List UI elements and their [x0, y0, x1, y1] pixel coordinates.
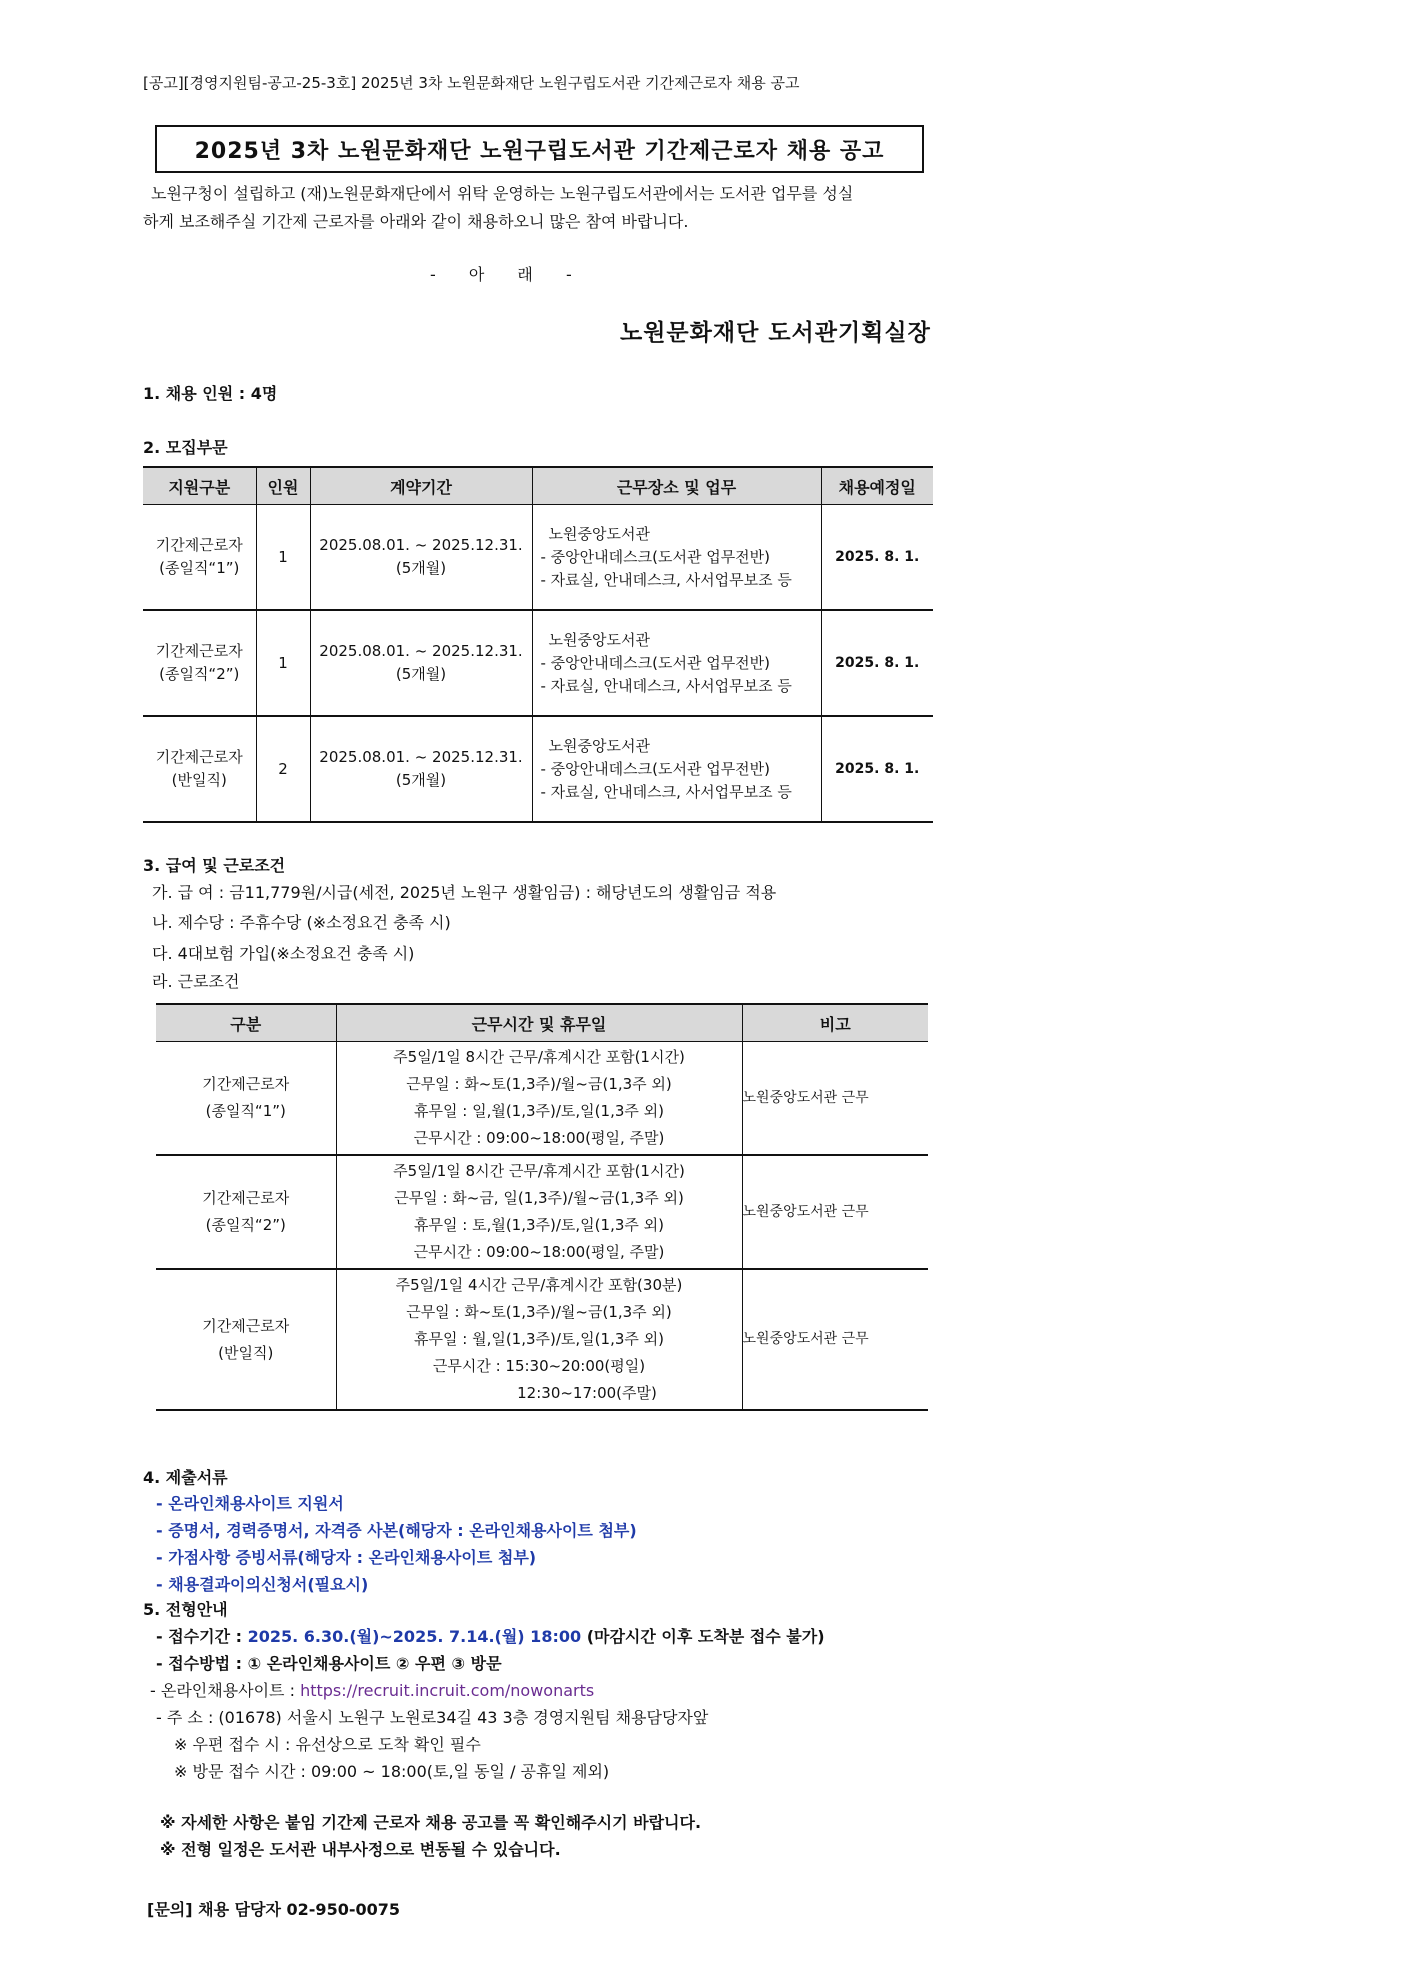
- document-item: - 가점사항 증빙서류(해당자 : 온라인채용사이트 첨부): [156, 1548, 537, 1567]
- header-line: [공고][경영지원팀-공고-25-3호] 2025년 3차 노원문화재단 노원구립도서관 기간제근로자 채용 공고: [143, 74, 800, 92]
- table-header: 비고: [742, 1004, 928, 1042]
- note-cell: 노원중앙도서관 근무: [742, 1155, 928, 1269]
- work-cell: 노원중앙도서관 - 중앙안내데스크(도서관 업무전반) - 자료실, 안내데스크, 사서업무보조 등: [532, 505, 821, 611]
- section-5-heading: 5. 전형안내: [143, 1600, 228, 1619]
- application-period: - 접수기간 : 2025. 6.30.(월)~2025. 7.14.(월) 18:00 (마감시간 이후 도착분 접수 불가): [156, 1627, 825, 1646]
- section-1-heading: 1. 채용 인원 : 4명: [143, 384, 278, 403]
- count-cell: 1: [256, 505, 310, 611]
- application-method: - 접수방법 : ① 온라인채용사이트 ② 우편 ③ 방문: [156, 1654, 502, 1673]
- table-header: 계약기간: [310, 467, 532, 505]
- table-row: [156, 1042, 928, 1156]
- date-cell: 2025. 8. 1.: [821, 716, 933, 822]
- mail-note: ※ 우편 접수 시 : 유선상으로 도착 확인 필수: [174, 1735, 481, 1754]
- date-cell: 2025. 8. 1.: [821, 505, 933, 611]
- table-row: [156, 1269, 928, 1410]
- table-row: [143, 716, 933, 822]
- period-cell: 2025.08.01. ~ 2025.12.31. (5개월): [310, 610, 532, 716]
- visit-note: ※ 방문 접수 시간 : 09:00 ~ 18:00(토,일 동일 / 공휴일 제외): [174, 1762, 610, 1781]
- note-cell: 노원중앙도서관 근무: [742, 1269, 928, 1410]
- hours-cell: 주5일/1일 8시간 근무/휴계시간 포함(1시간) 근무일 : 화~토(1,3주)/월~금(1,3주 외) 휴무일 : 일,월(1,3주)/토,일(1,3주 외) 근무시간 : 09:00~18:00(평일, 주말): [336, 1042, 742, 1156]
- intro-line-1: 노원구청이 설립하고 (재)노원문화재단에서 위탁 운영하는 노원구립도서관에서는 도서관 업무를 성실: [151, 184, 854, 203]
- type-cell: 기간제근로자 (종일직“2”): [156, 1155, 336, 1269]
- hours-cell: 주5일/1일 4시간 근무/휴계시간 포함(30분) 근무일 : 화~토(1,3주)/월~금(1,3주 외) 휴무일 : 월,일(1,3주)/토,일(1,3주 외) 근무시간 : 15:30~20:00(평일) 12:30~17:00(주말): [336, 1269, 742, 1410]
- table-header: 인원: [256, 467, 310, 505]
- type-cell: 기간제근로자 (종일직“1”): [156, 1042, 336, 1156]
- type-cell: 기간제근로자 (종일직“1”): [143, 505, 256, 611]
- footer-note-2: ※ 전형 일정은 도서관 내부사정으로 변동될 수 있습니다.: [160, 1840, 561, 1859]
- table-header: 채용예정일: [821, 467, 933, 505]
- work-cell: 노원중앙도서관 - 중앙안내데스크(도서관 업무전반) - 자료실, 안내데스크, 사서업무보조 등: [532, 610, 821, 716]
- section-2-heading: 2. 모집부문: [143, 438, 228, 457]
- table-header: 근무장소 및 업무: [532, 467, 821, 505]
- issuer: 노원문화재단 도서관기획실장: [620, 320, 931, 346]
- type-cell: 기간제근로자 (종일직“2”): [143, 610, 256, 716]
- count-cell: 2: [256, 716, 310, 822]
- section-4-heading: 4. 제출서류: [143, 1468, 228, 1487]
- table-header: 구분: [156, 1004, 336, 1042]
- table-header: 근무시간 및 휴무일: [336, 1004, 742, 1042]
- table-row: [143, 505, 933, 611]
- address-line: - 주 소 : (01678) 서울시 노원구 노원로34길 43 3층 경영지원팀 채용담당자앞: [156, 1708, 709, 1727]
- recruitment-table: [143, 466, 933, 823]
- table-header: 지원구분: [143, 467, 256, 505]
- insurance-line: 다. 4대보험 가입(※소정요건 충족 시): [152, 944, 415, 963]
- table-row: [156, 1155, 928, 1269]
- below-marker: - 아 래 -: [430, 265, 572, 284]
- table-header-row: [156, 1004, 928, 1042]
- document-item: - 증명서, 경력증명서, 자격증 사본(해당자 : 온라인채용사이트 첨부): [156, 1521, 637, 1540]
- date-cell: 2025. 8. 1.: [821, 610, 933, 716]
- contact-line: [문의] 채용 담당자 02-950-0075: [147, 1900, 401, 1919]
- online-site-line: - 온라인채용사이트 : https://recruit.incruit.com/nowonarts: [150, 1681, 595, 1700]
- intro-paragraph: [143, 180, 943, 236]
- intro-line-2: 하게 보조해주실 기간제 근로자를 아래와 같이 채용하오니 많은 참여 바랍니다.: [143, 212, 689, 231]
- section-3-heading: 3. 급여 및 근로조건: [143, 856, 286, 875]
- salary-line: 가. 급 여 : 금11,779원/시급(세전, 2025년 노원구 생활임금) : 해당년도의 생활임금 적용: [152, 883, 777, 902]
- type-cell: 기간제근로자 (반일직): [143, 716, 256, 822]
- footer-note-1: ※ 자세한 사항은 붙임 기간제 근로자 채용 공고를 꼭 확인해주시기 바랍니다.: [160, 1813, 702, 1832]
- table-header-row: [143, 467, 933, 505]
- table-row: [143, 610, 933, 716]
- period-cell: 2025.08.01. ~ 2025.12.31. (5개월): [310, 716, 532, 822]
- hours-cell: 주5일/1일 8시간 근무/휴계시간 포함(1시간) 근무일 : 화~금, 일(1,3주)/월~금(1,3주 외) 휴무일 : 토,월(1,3주)/토,일(1,3주 외) 근무시간 : 09:00~18:00(평일, 주말): [336, 1155, 742, 1269]
- type-cell: 기간제근로자 (반일직): [156, 1269, 336, 1410]
- work-conditions-table: [156, 1003, 928, 1411]
- note-cell: 노원중앙도서관 근무: [742, 1042, 928, 1156]
- allowance-line: 나. 제수당 : 주휴수당 (※소정요건 충족 시): [152, 913, 451, 932]
- document-item: - 채용결과이의신청서(필요시): [156, 1575, 369, 1594]
- count-cell: 1: [256, 610, 310, 716]
- conditions-line: 라. 근로조건: [152, 972, 240, 991]
- document-item: - 온라인채용사이트 지원서: [156, 1494, 344, 1513]
- recruit-site-link[interactable]: https://recruit.incruit.com/nowonarts: [300, 1681, 595, 1700]
- document-title: 2025년 3차 노원문화재단 노원구립도서관 기간제근로자 채용 공고: [155, 125, 924, 173]
- period-cell: 2025.08.01. ~ 2025.12.31. (5개월): [310, 505, 532, 611]
- work-cell: 노원중앙도서관 - 중앙안내데스크(도서관 업무전반) - 자료실, 안내데스크, 사서업무보조 등: [532, 716, 821, 822]
